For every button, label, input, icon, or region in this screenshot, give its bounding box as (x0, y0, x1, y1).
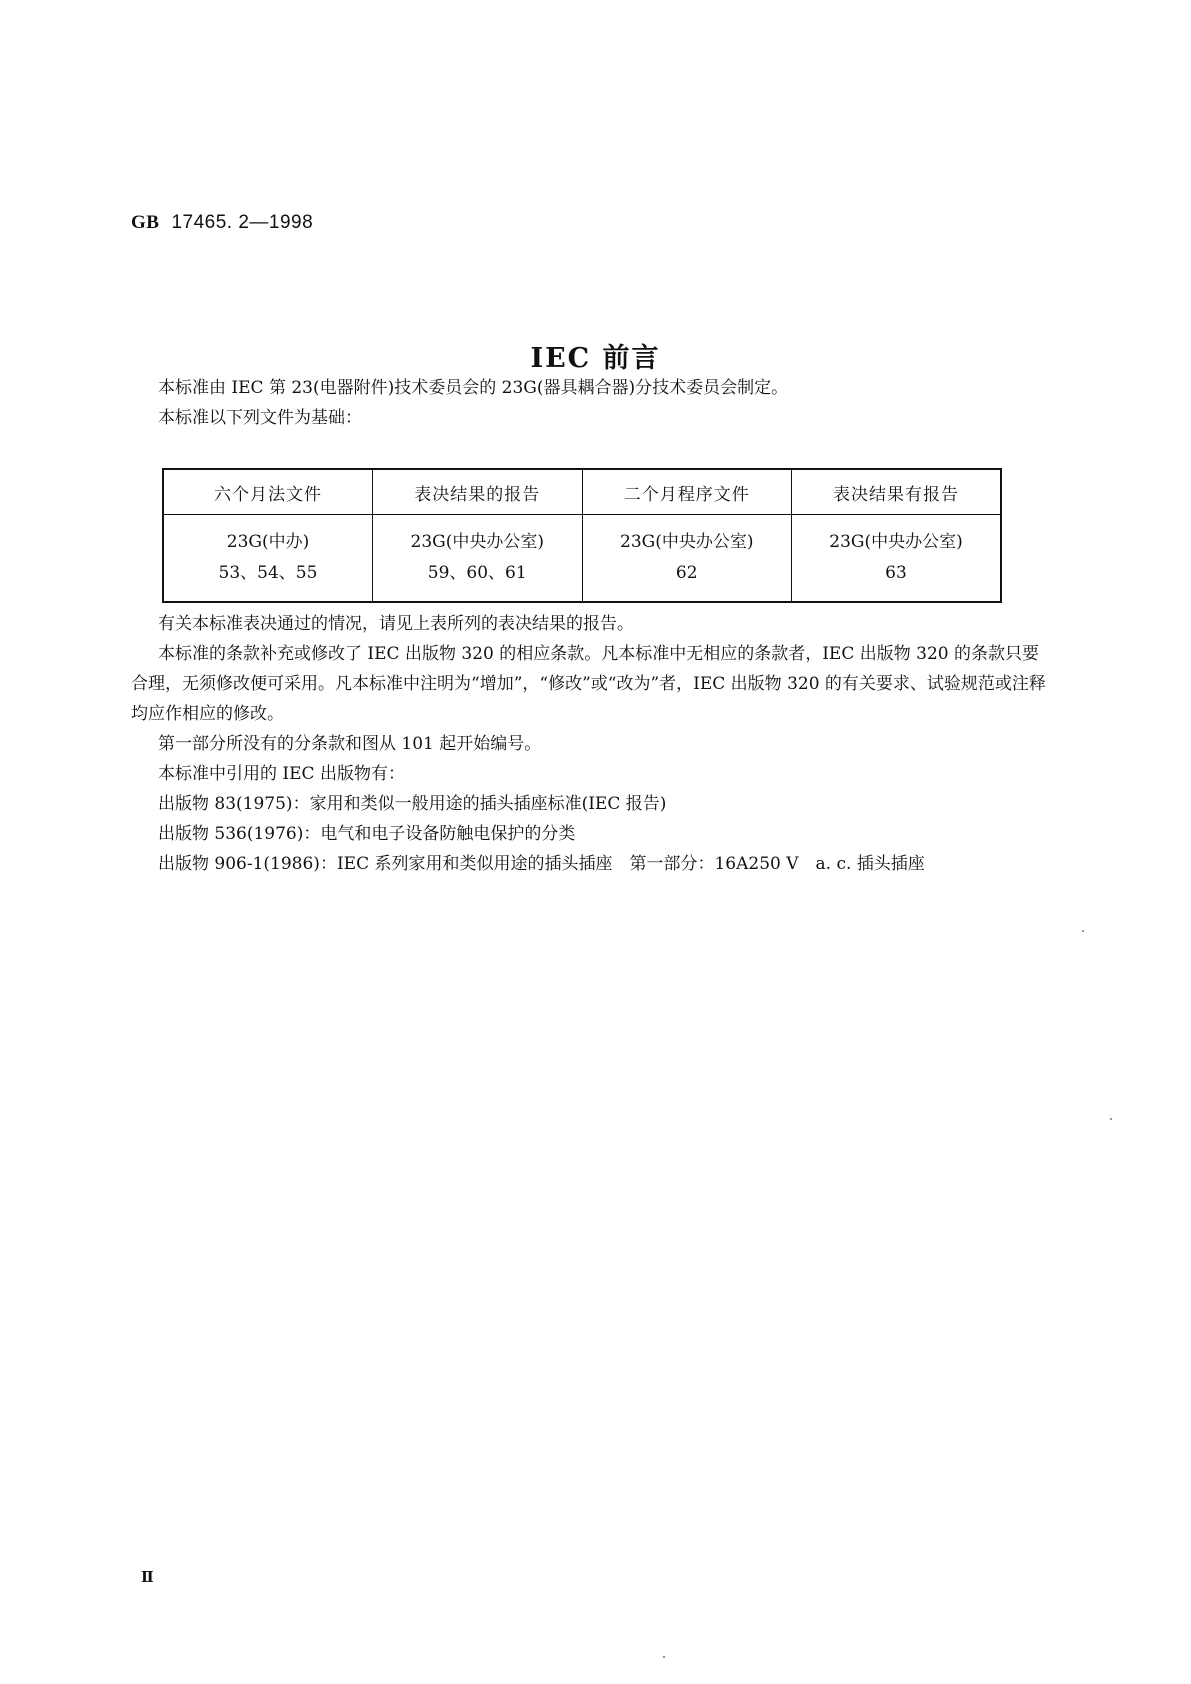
clauses-paragraph: 本标准的条款补充或修改了 IEC 出版物 320 的相应条款。凡本标准中无相应的条款者，IEC 出版物 320 的条款只要合理，无须修改便可采用。凡本标准中注明为“增加”，“修改”或“改为”者，IEC 出版物 320 的有关要求、试验规范或注释均应作相应的修改。 (131, 644, 1046, 724)
committee-code: 23G(中央办公室) (410, 532, 544, 552)
committee-code: 23G(中办) (226, 532, 310, 552)
scan-speck (1110, 1118, 1112, 1120)
table-row (163, 515, 1001, 603)
table-header-row (163, 469, 1001, 515)
document-numbers: 62 (675, 563, 698, 583)
table-header-cell: 表决结果的报告 (373, 469, 583, 515)
scan-speck (1082, 930, 1084, 932)
table-header-cell: 六个月法文件 (163, 469, 373, 515)
vote-note-paragraph: 有关本标准表决通过的情况，请见上表所列的表决结果的报告。 (158, 614, 634, 634)
reference-item: 出版物 906-1(1986)：IEC 系列家用和类似用途的插头插座 第一部分：16A250 V a. c. 插头插座 (158, 854, 925, 874)
committee-code: 23G(中央办公室) (620, 532, 754, 552)
document-basis-table (162, 468, 1002, 603)
reference-item: 出版物 536(1976)：电气和电子设备防触电保护的分类 (158, 824, 576, 844)
table-cell (582, 515, 792, 603)
reference-item: 出版物 83(1975)：家用和类似一般用途的插头插座标准(IEC 报告) (158, 794, 667, 814)
gb-label: GB (131, 212, 160, 233)
committee-code: 23G(中央办公室) (829, 532, 963, 552)
document-numbers: 63 (885, 563, 907, 583)
table-header-cell: 表决结果有报告 (792, 469, 1002, 515)
intro-paragraph-1: 本标准由 IEC 第 23(电器附件)技术委员会的 23G(器具耦合器)分技术委员会制定。 (158, 378, 789, 398)
page-number: Ⅱ (141, 1568, 154, 1586)
standard-number-header (131, 212, 313, 234)
table-cell (163, 515, 373, 603)
document-numbers: 53、54、55 (218, 563, 318, 583)
scan-speck (663, 1656, 665, 1658)
table-cell (373, 515, 583, 603)
page-title: IEC 前言 (530, 343, 661, 374)
table-cell (792, 515, 1002, 603)
numbering-paragraph: 第一部分所没有的分条款和图从 101 起开始编号。 (158, 734, 542, 754)
standard-number: 17465. 2—1998 (171, 212, 314, 233)
table-header-cell: 二个月程序文件 (582, 469, 792, 515)
document-numbers: 59、60、61 (427, 563, 527, 583)
references-intro: 本标准中引用的 IEC 出版物有： (158, 764, 405, 784)
intro-paragraph-2: 本标准以下列文件为基础： (158, 408, 362, 428)
